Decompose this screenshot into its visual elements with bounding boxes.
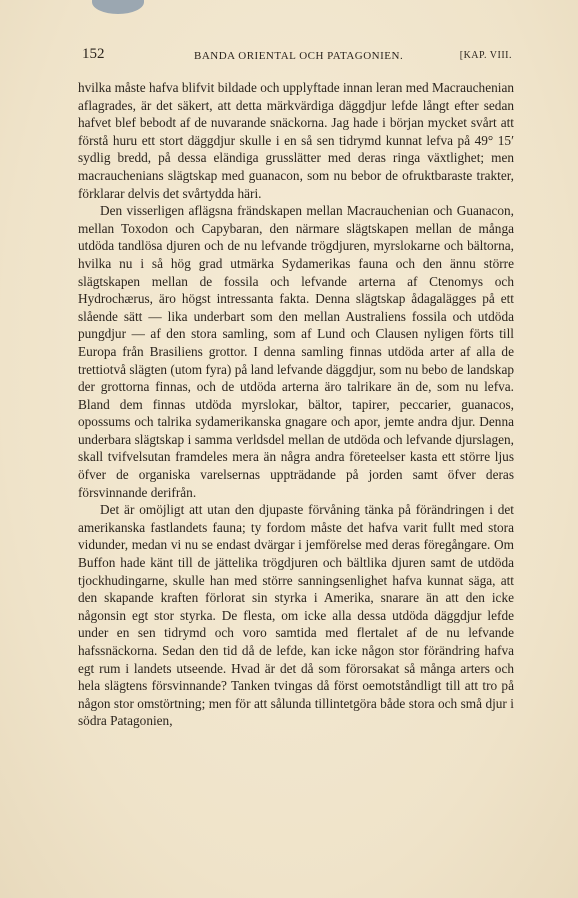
- running-title: BANDA ORIENTAL OCH PATAGONIEN.: [194, 50, 404, 62]
- page-header: [82, 48, 512, 68]
- page-number: 152: [82, 46, 105, 62]
- paragraph-continuation: hvilka måste hafva blifvit bildade och upplyftade innan leran med Macrauchenian aflagrades, är det säkert, att detta märkvärdiga däggdjur lefde långt efter sedan hafvet blef bebodt af de nuvarande snäckorna. Jag hade i början mycket svårt att förstå huru ett stort däggdjur skulle i en så sen tidrymd kunnat lefva på 49° 15′ sydlig bredd, på dessa eländiga grusslätter med deras ringa växtlighet; men macrauchenians slägtskap med guanacon, som nu bebor de ofruktbaraste trakter, förklarar delvis det svårtydda häri.: [78, 80, 514, 201]
- paragraph-affinity: Den visserligen aflägsna frändskapen mellan Macrauchenian och Guanacon, mellan Toxodon och Capybaran, den närmare slägtskapen mellan de många utdöda tandlösa djuren och de nu lefvande trögdjuren, myrslokarne och bältorna, hvilka nu i så hög grad utmärka Sydamerikas fauna och den ännu större slägtskapen mellan de fossila och lefvande arterna af Ctenomys och Hydrochærus, äro högst intressanta fakta. Denna slägtskap ådagalägges på ett slående sätt — lika underbart som den mellan Australiens fossila och utdöda pungdjur — af den stora samling, som af Lund och Clausen nyligen förts till Europa från Brasiliens grottor. I denna samling finnas utdöda arter af alla de trettiotvå slägten (utom fyra) på land lefvande däggdjur, som nu bebo de landskap der grottorna finnas, och de utdöda arterna äro talrikare än de, som nu lefva. Bland dem finnas utdöda myrslokar, bältor, tapirer, peccarier, guanacos, opossums och talrika sydamerikanska gnagare och apor, jemte andra djur. Denna underbara slägtskap i samma verldsdel mellan de utdöda och lefvande djurslagen, skall tvifvelsutan framdeles mera än några andra företeelser kasta ett större ljus öfver de organiska varelsernas uppträdande på jorden samt öfver deras försvinnande derifrån.: [78, 203, 514, 500]
- chapter-marker: [KAP. VIII.: [459, 50, 512, 61]
- paragraph-extinction: Det är omöjligt att utan den djupaste förvåning tänka på förändringen i det amerikanska fastlandets fauna; ty fordom måste det hafva varit fullt med stora vidunder, medan vi nu se endast dvärgar i jemförelse med deras föregångare. Om Buffon hade känt till de jättelika trögdjuren och bältlika djuren samt de utdöda tjockhudingarne, skulle han med större sanningsenlighet hafva kunnat säga, att den skapande kraften förlorat sin styrka i Amerika, snarare än att den icke någonsin egt stor styrka. De flesta, om icke alla dessa utdöda däggdjur lefde under en sen tidrymd och voro samtida med flertalet af de nu lefvande hafssnäckorna. Sedan den tid då de lefde, kan icke någon stor förändring hafva egt rum i landets utseende. Hvad är det då som förorsakat så många arters och hela slägtens försvinnande? Tanken tvingas då först oemotståndligt till att tro på någon stor omstörtning; men för att sålunda tillintetgöra både stora och små djur i södra Patagonien,: [78, 502, 514, 729]
- blue-stain-mark: [92, 0, 144, 14]
- body-text: [78, 79, 514, 730]
